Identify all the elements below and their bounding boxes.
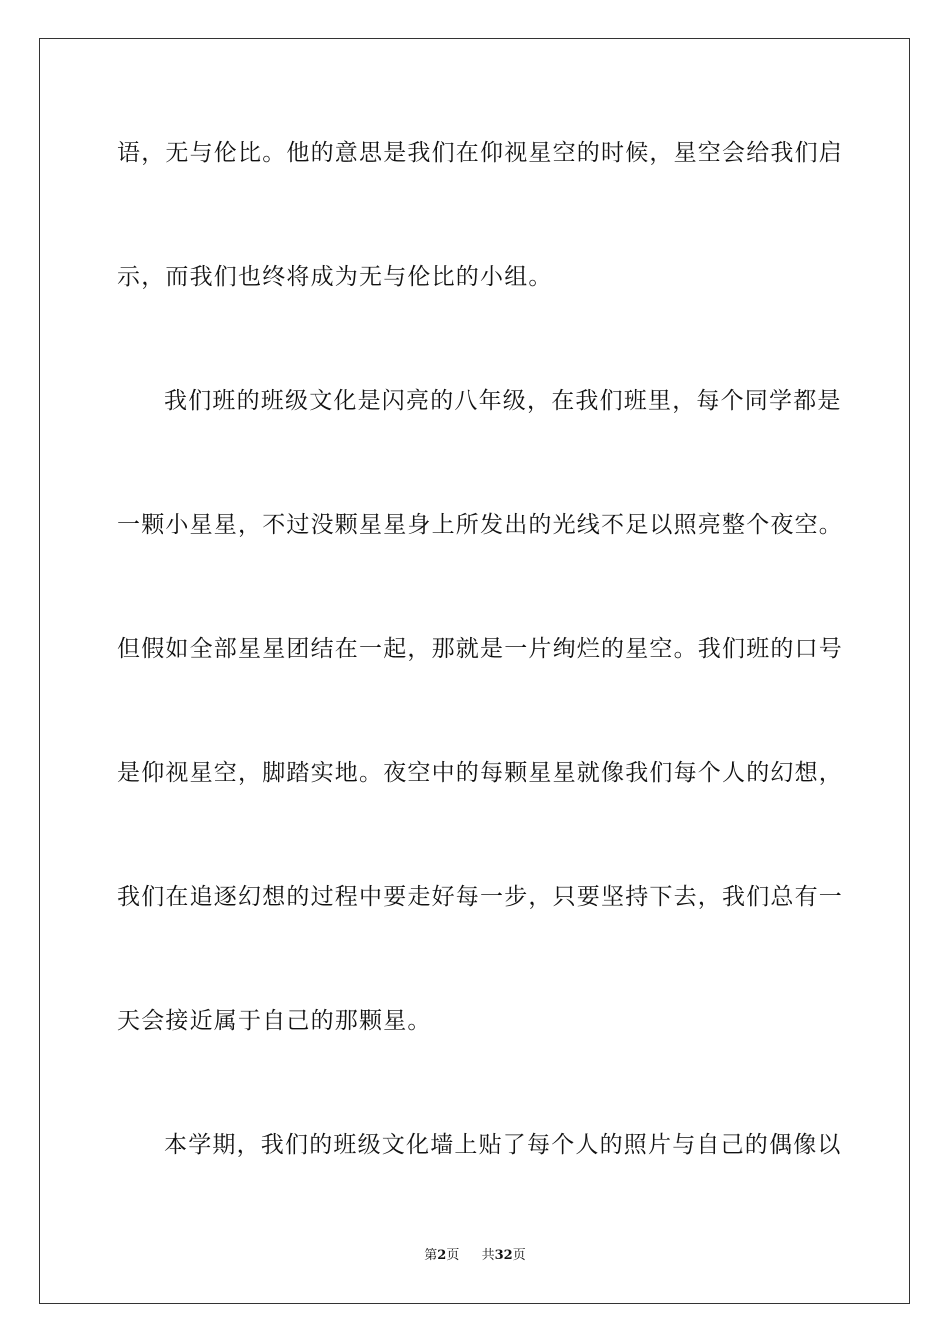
text-line-2: 示，而我们也终将成为无与伦比的小组。	[117, 264, 553, 290]
page-footer	[0, 1247, 950, 1265]
text-line-1: 语，无与伦比。他的意思是我们在仰视星空的时候，星空会给我们启	[117, 140, 843, 166]
paragraph-start-line-3: 我们班的班级文化是闪亮的八年级，在我们班里，每个同学都是	[164, 388, 842, 414]
page-number: 2	[437, 1248, 447, 1263]
text-line-6: 是仰视星空，脚踏实地。夜空中的每颗星星就像我们每个人的幻想，	[117, 760, 843, 786]
paragraph-start-line-9: 本学期，我们的班级文化墙上贴了每个人的照片与自己的偶像以	[164, 1132, 842, 1158]
total-suffix: 页	[512, 1248, 526, 1263]
page-frame	[39, 38, 910, 1304]
page-suffix: 页	[446, 1248, 460, 1263]
total-prefix: 共	[481, 1248, 495, 1263]
text-line-5: 但假如全部星星团结在一起，那就是一片绚烂的星空。我们班的口号	[117, 636, 843, 662]
text-line-7: 我们在追逐幻想的过程中要走好每一步，只要坚持下去，我们总有一	[117, 884, 843, 910]
total-pages: 32	[494, 1248, 513, 1263]
page-prefix: 第	[424, 1248, 438, 1263]
text-line-8: 天会接近属于自己的那颗星。	[117, 1008, 432, 1034]
text-line-4: 一颗小星星，不过没颗星星身上所发出的光线不足以照亮整个夜空。	[117, 512, 843, 538]
